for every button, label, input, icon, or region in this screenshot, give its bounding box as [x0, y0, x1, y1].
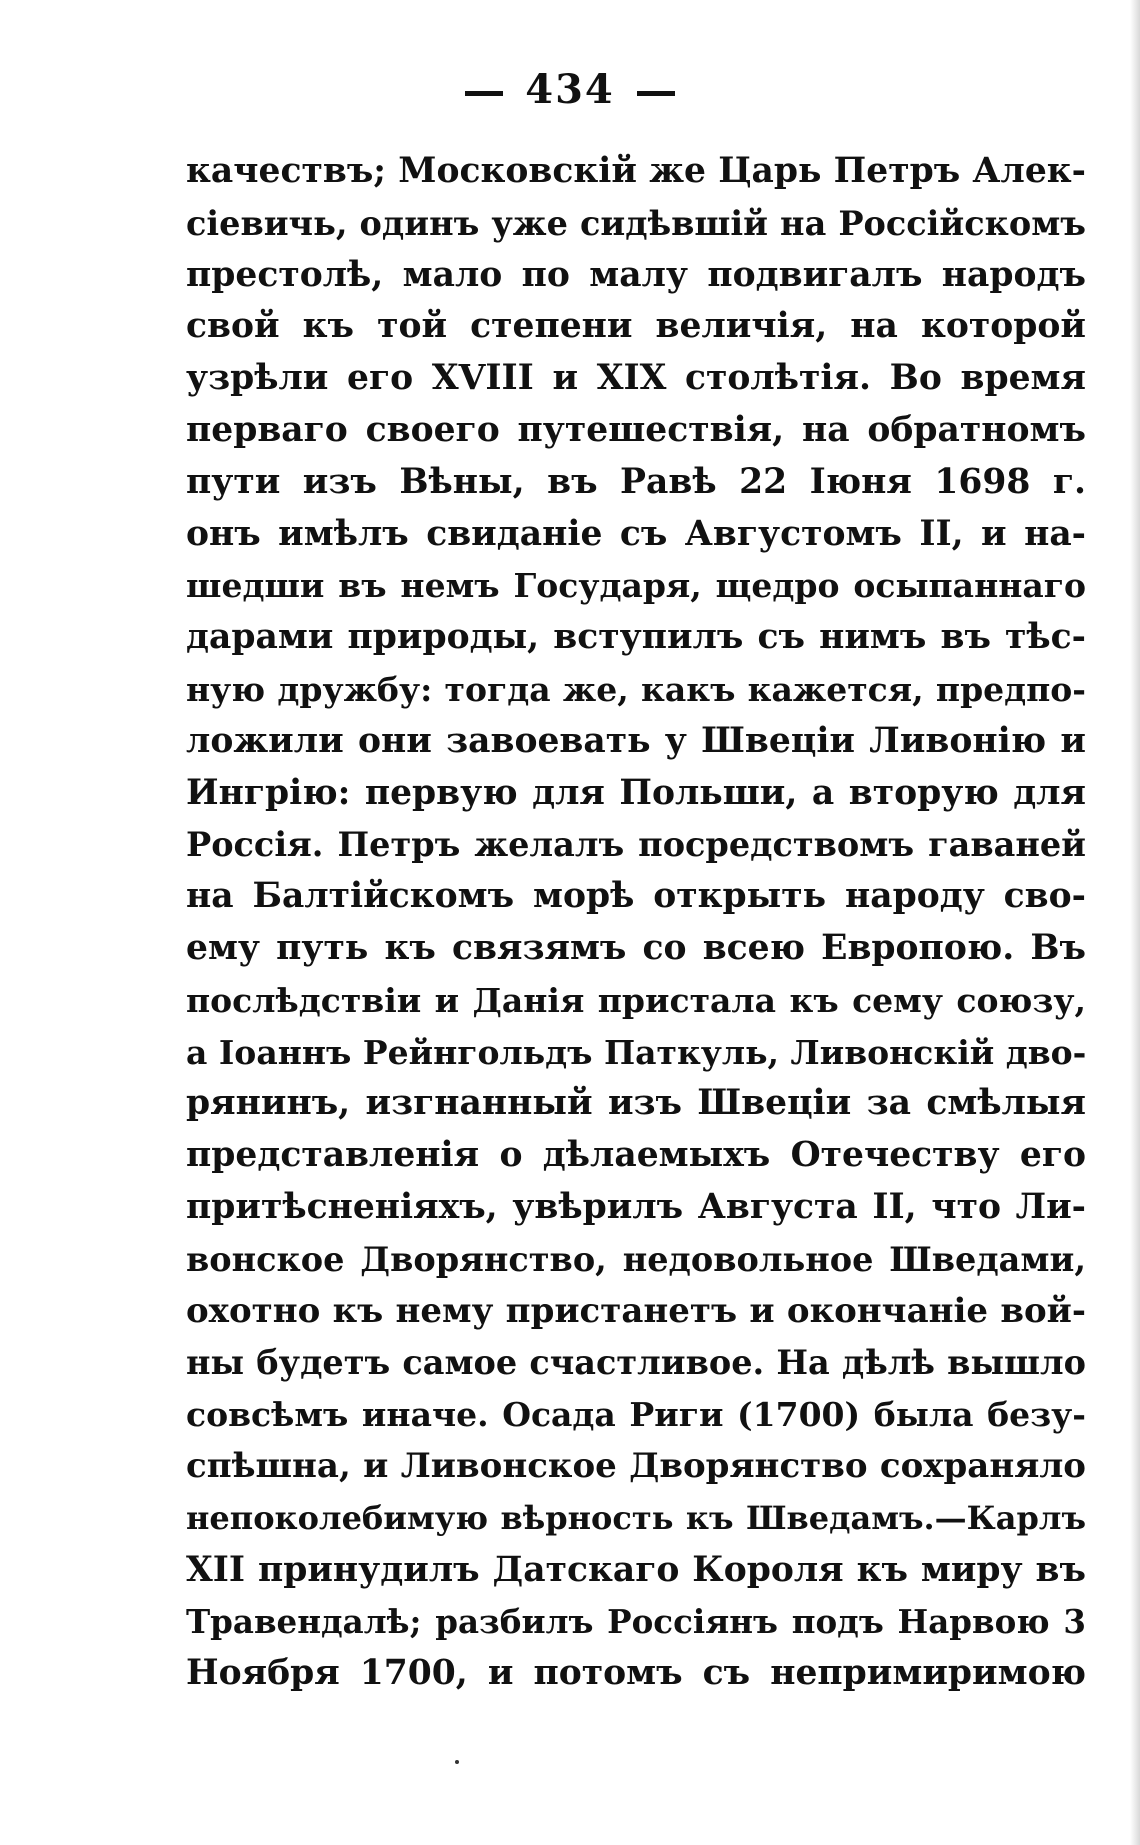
text-line: совсѣмъ иначе. Осада Риги (1700) была безу- — [186, 1395, 1086, 1435]
text-line: Травендалѣ; разбилъ Россіянъ подъ Нарвою 3 — [186, 1602, 1086, 1642]
text-line: престолѣ, мало по малу подвигалъ народъ — [186, 254, 1086, 295]
text-line: ему путь къ связямъ со всею Европою. Въ — [186, 927, 1086, 968]
text-line: перваго своего путешествія, на обратномъ — [186, 409, 1086, 450]
print-speck — [455, 1760, 459, 1764]
page-number: 434 — [525, 66, 615, 113]
text-line: XII принудилъ Датскаго Короля къ миру въ — [186, 1549, 1086, 1590]
text-line: онъ имѣлъ свиданіе съ Августомъ II, и на- — [186, 513, 1086, 554]
text-line: Ингрію: первую для Польши, а вторую для — [186, 772, 1086, 813]
text-line: качествъ; Московскій же Царь Петръ Алек- — [186, 151, 1086, 191]
text-line: ную дружбу: тогда же, какъ кажется, предпо- — [186, 669, 1086, 709]
text-line: представленія о дѣлаемыхъ Отечеству его — [186, 1135, 1086, 1176]
text-line: послѣдствіи и Данія пристала къ сему союзу, — [186, 980, 1086, 1020]
body-text — [186, 146, 1086, 1700]
text-line: сіевичь, одинъ уже сидѣвшій на Россійскомъ — [186, 203, 1086, 243]
text-line: спѣшна, и Ливонское Дворянство сохраняло — [186, 1445, 1086, 1486]
text-line: узрѣли его XVIII и XIX столѣтія. Во время — [186, 358, 1086, 399]
text-line: Ноября 1700, и потомъ съ непримиримою — [186, 1653, 1086, 1694]
text-line: шедши въ немъ Государя, щедро осыпаннаго — [186, 566, 1086, 606]
text-line: ны будетъ самое счастливое. На дѣлѣ вышло — [186, 1343, 1086, 1383]
page-edge-shadow — [1130, 0, 1140, 1845]
text-line: на Балтійскомъ морѣ открыть народу сво- — [186, 876, 1086, 917]
page-number-header — [0, 66, 1140, 113]
text-line: непоколебимую вѣрность къ Шведамъ.—Карлъ — [186, 1498, 1086, 1537]
text-line: охотно къ нему пристанетъ и окончаніе вой- — [186, 1290, 1086, 1331]
text-line: Россія. Петръ желалъ посредствомъ гаваней — [186, 825, 1086, 865]
text-line: притѣсненіяхъ, увѣрилъ Августа II, что Ли- — [186, 1186, 1086, 1227]
text-line: дарами природы, вступилъ съ нимъ въ тѣс- — [186, 617, 1086, 658]
header-right-dash — [637, 91, 675, 96]
header-left-dash — [465, 91, 503, 96]
text-line: ложили они завоевать у Швеціи Ливонію и — [186, 720, 1086, 761]
text-line: рянинъ, изгнанный изъ Швеціи за смѣлыя — [186, 1083, 1086, 1124]
text-line: а Іоаннъ Рейнгольдъ Паткуль, Ливонскій дво- — [186, 1032, 1086, 1072]
text-line: вонское Дворянство, недовольное Шведами, — [186, 1239, 1086, 1279]
text-line: пути изъ Вѣны, въ Равѣ 22 Іюня 1698 г. — [186, 461, 1086, 502]
text-line: свой къ той степени величія, на которой — [186, 306, 1086, 347]
